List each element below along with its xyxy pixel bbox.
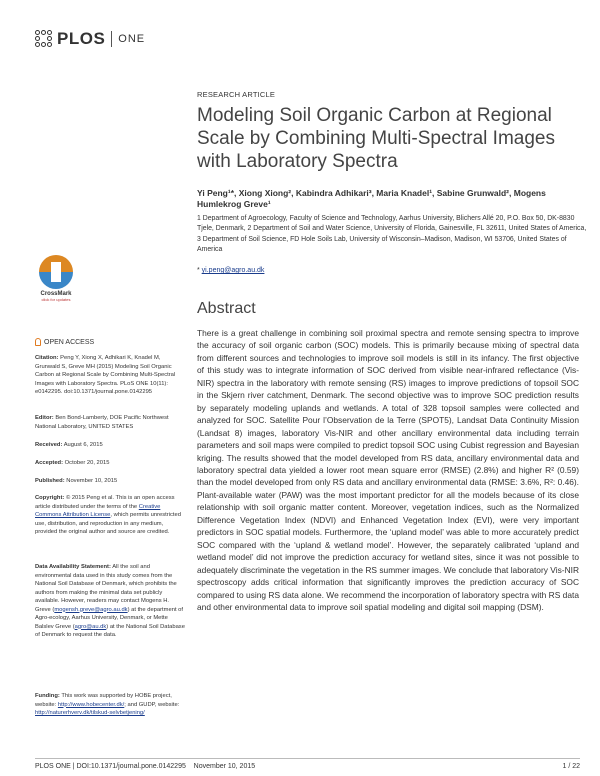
email-link[interactable]: yi.peng@agro.au.dk — [201, 267, 265, 274]
funding-mid: ; and GUDP, website: — [124, 701, 180, 708]
funding-label: Funding: — [35, 693, 60, 699]
article-title: Modeling Soil Organic Carbon at Regional Scale by Combining Multi-Spectral Images with Laboratory Spectra — [197, 105, 555, 172]
accepted-label: Accepted: — [35, 460, 64, 466]
footer-citation: PLOS ONE | DOI:10.1371/journal.pone.0142295 November 10, 2015 — [35, 763, 256, 770]
editor-block — [35, 414, 185, 431]
data-availability-mid: ) at the department of Agro-ecology, Aarhus University, Denmark, or Mette Balslev Greve ( — [35, 606, 184, 630]
affiliations: 1 Department of Agroecology, Faculty of Science and Technology, Aarhus University, Blichers Allé 20, P.O. Box 50, DK-8830 Tjele, Denmark, 2 Department of Soil and Water Science, University of Florida, Gainesville, FL 32611, United States of America, 3 Department of Soil Science, FD Hole Soils Lab, University of Wisconsin–Madison, Madison, WI 53706, United States of America — [197, 215, 587, 253]
article-type: RESEARCH ARTICLE — [197, 90, 276, 99]
copyright-block — [35, 494, 185, 537]
data-availability-label: Data Availability Statement: — [35, 564, 111, 570]
funding-text: This work was supported by HOBE project, website: — [35, 693, 172, 708]
plos-one-logo[interactable] — [35, 28, 145, 50]
copyright-text: © 2015 Peng et al. This is an open access article distributed under the terms of the — [35, 495, 175, 510]
data-availability-end: ) at the National Soil Database of Denmark to request the data. — [35, 623, 185, 638]
abstract-heading: Abstract — [197, 300, 256, 317]
editor-text: Ben Bond-Lamberty, DOE Pacific Northwest National Laboratory, UNITED STATES — [35, 415, 169, 430]
funding-link-hobe[interactable]: http://www.hobecenter.dk/ — [57, 701, 125, 708]
license-link[interactable]: Creative Commons Attribution License — [35, 503, 161, 518]
citation-label: Citation: — [35, 355, 59, 361]
open-lock-icon — [35, 338, 41, 346]
email-prefix: * — [197, 267, 202, 274]
editor-label: Editor: — [35, 415, 54, 421]
funding-link-gudp[interactable]: http://naturerhverv.dk/tilskud-selvbetjening/ — [35, 710, 145, 716]
journal-name: ONE — [118, 33, 146, 45]
footer-divider — [35, 758, 580, 759]
citation-block — [35, 354, 185, 397]
received-date: August 6, 2015 — [63, 442, 103, 448]
received-block — [35, 441, 185, 450]
brand-name: PLOS — [57, 29, 106, 48]
logo-divider — [111, 31, 112, 47]
author-list: Yi Peng¹*, Xiong Xiong², Kabindra Adhikari³, Maria Knadel¹, Sabine Grunwald², Mogens Humlekrog Greve¹ — [197, 188, 546, 209]
crossmark-sub: click for updates — [41, 297, 71, 302]
data-email-link-2[interactable]: agro@au.dk — [74, 623, 107, 630]
copyright-text-end: , which permits unrestricted use, distribution, and reproduction in any medium, provided the original author and source are credited. — [35, 512, 181, 535]
data-availability-block — [35, 563, 185, 640]
published-block — [35, 477, 185, 486]
abstract-text: There is a great challenge in combining soil proximal spectra and remote sensing spectra to improve the accuracy of soil organic carbon (SOC) models. This is primarily because mixing of spectral data from different sources and technologies to improve soil models is still in its infancy. The first objective of this study was to integrate information of SOC derived from visible near-infrared reflectance (Vis-NIR) spectra in the laboratory with remote sensing (RS) images to improve predictions of topsoil SOC in the Skjern river catchment, Denmark. The second objective was to improve SOC prediction results by separately modeling uplands and wetlands. A total of 328 topsoil samples were collected and analyzed for SOC. Satellite Pour l’Observation de la Terre (SPOT5), Landsat Data Continuity Mission (Landsat 8) images, laboratory Vis-NIR and other ancillary environmental data including terrain parameters and soil maps were compiled to predict topsoil SOC using Cubist regression and Bayesian kriging. The results showed that the model developed from RS data, ancillary environmental data and laboratory spectral data yielded a lower root mean square error (RMSE) (2.8%) and higher R² (0.59) than the model developed from only RS data and ancillary environmental data (RMSE: 3.6%, R²: 0.46). Plant-available water (PAW) was the most important predictor for all the models because of its close relationship with soil organic matter content. Moreover, vegetation indices, such as the Normalized Difference Vegetation Index (NDVI) and Enhanced Vegetation Index (EVI), were very important predictors in SOC spatial models. Furthermore, the ‘upland model’ was able to more accurately predict SOC compared with the ‘upland & wetland model’. However, the separately calibrated ‘upland and wetland model’ did not improve the prediction accuracy for wetland sites, since it was not possible to adequately discriminate the vegetation in the RS summer images. We conclude that laboratory Vis-NIR spectroscopy adds critical information that significantly improves the prediction accuracy of SOC compared to using RS data alone. We recommend the incorporation of laboratory spectra with RS data and other environmental data to improve soil spatial modeling and digital soil mapping (DSM). — [197, 328, 579, 612]
plos-logo-icon — [35, 30, 53, 48]
copyright-label: Copyright: — [35, 495, 65, 501]
accepted-date: October 20, 2015 — [64, 460, 110, 466]
received-label: Received: — [35, 442, 63, 448]
crossmark-badge[interactable] — [32, 255, 80, 302]
crossmark-label: CrossMark — [40, 291, 72, 297]
published-date: November 10, 2015 — [66, 478, 118, 484]
open-access-badge — [35, 338, 94, 346]
data-email-link-1[interactable]: mogensh.greve@agro.au.dk — [54, 606, 128, 613]
citation-text: Peng Y, Xiong X, Adhikari K, Knadel M, Grunwald S, Greve MH (2015) Modeling Soil Organic Carbon at Regional Scale by Combining Multi-Spectral Images with Laboratory Spectra. PLoS ONE 10(11): e0142295. doi:10.1371/journal.pone.0142295 — [35, 355, 176, 395]
open-access-label: OPEN ACCESS — [44, 338, 95, 346]
data-availability-text: All the soil and environmental data used in this study comes from the National Soil Database of Denmark, which prohibits the authors from making the minimal data set publicly available. However, readers may contact Mogens H. Greve ( — [35, 564, 177, 613]
corresponding-email — [197, 267, 264, 274]
crossmark-icon — [39, 255, 73, 289]
funding-block — [35, 692, 185, 718]
page-number: 1 / 22 — [562, 763, 580, 770]
published-label: Published: — [35, 478, 65, 484]
accepted-block — [35, 459, 185, 468]
